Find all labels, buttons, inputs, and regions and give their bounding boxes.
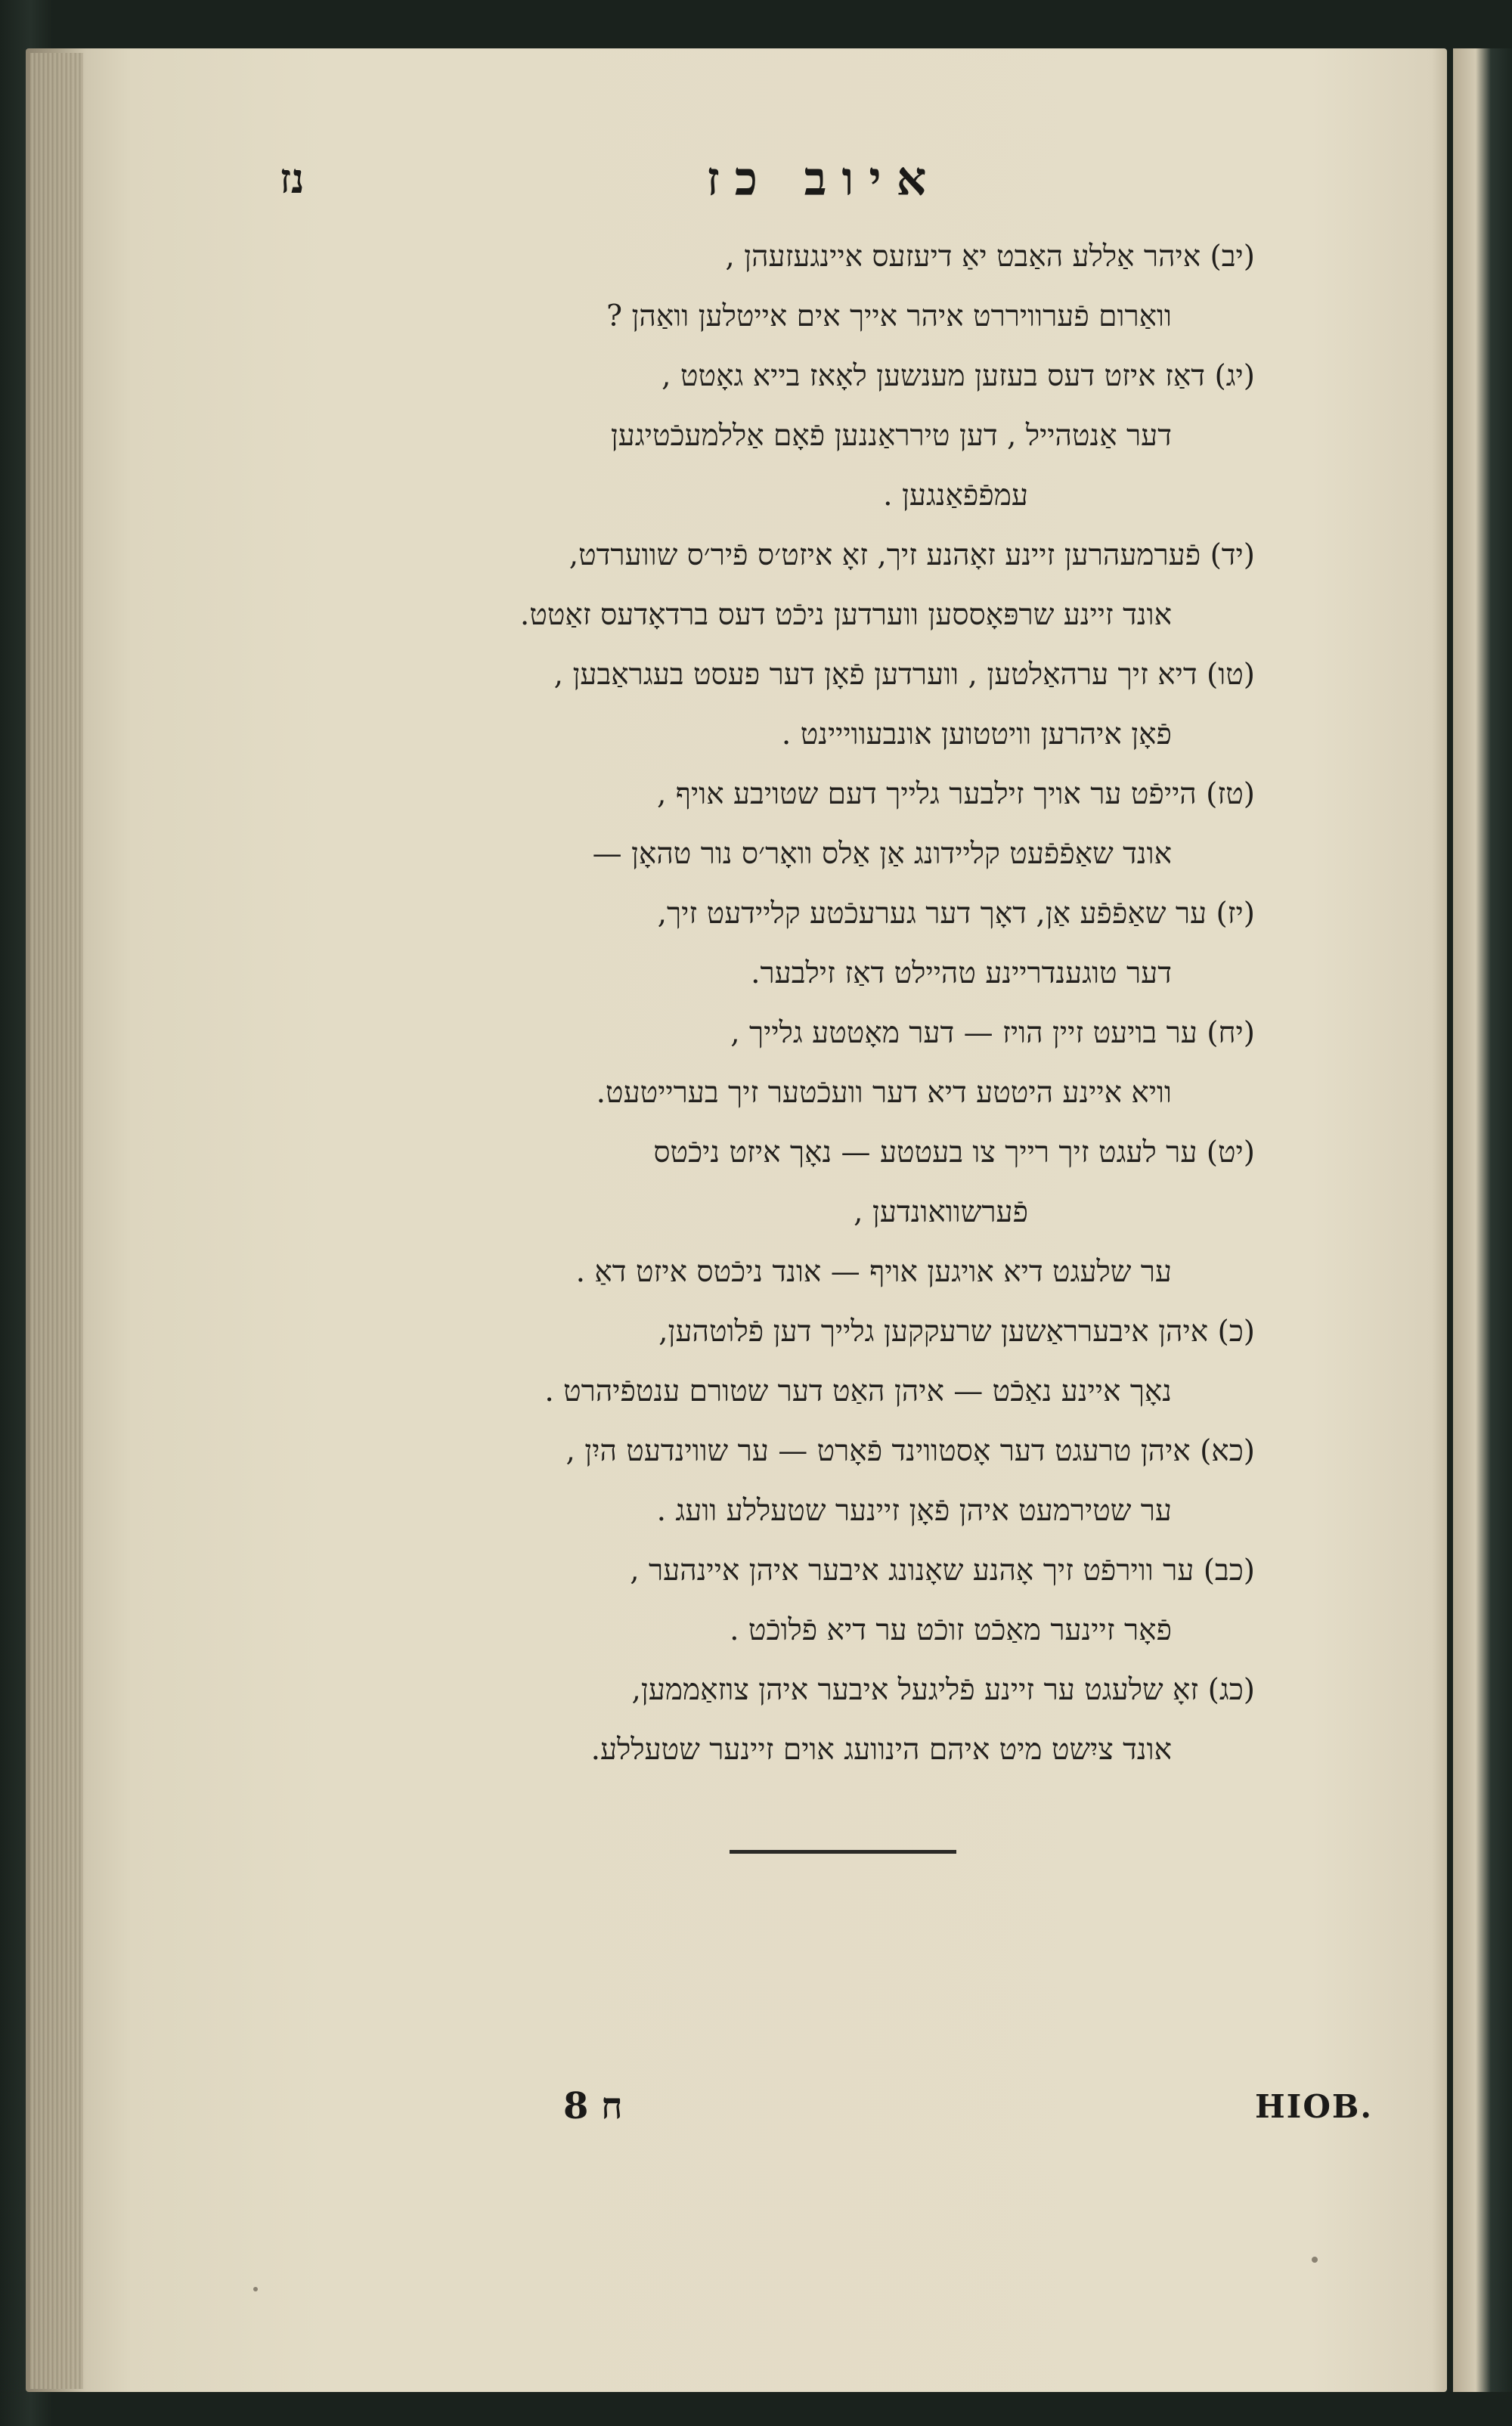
page-edges [30,53,83,2389]
verse-22-line-1: (כב) ער ווירפֿט זיך אָהנע שאָנונג איבער איהן איינהער , [630,1554,1255,1588]
verse-13-line-2: דער אַנטהייל , דען טירראַננען פֿאָם אַללמעכֿטיגען [610,419,1172,453]
verse-13-line-3: עמפֿפֿאַנגען . [883,479,1028,513]
verse-12-line-1: (יב) איהר אַללע האַבט יאַ דיעזעס איינגעזעהן , [725,240,1255,274]
verse-14-line-1: (יד) פֿערמעהרען זיינע זאָהנע זיך, זאָ איזט׳ס פֿיר׳ס שווערדט, [569,538,1255,572]
verse-16-line-1: (טז) הייפֿט ער אויך זילבער גלייך דעם שטויבע אויף , [656,777,1255,811]
signature-mark: ח 8 [563,2085,623,2127]
verse-15-line-2: פֿאָן איהרען וויטטוען אונבעווייינט . [781,717,1172,751]
verse-13-line-1: (יג) דאַז איזט דעס בעזען מענשען לאָאז בייא גאָטט , [662,359,1255,393]
verse-19-line-1: (יט) ער לעגט זיך רייך צו בעטטע — נאָך איזט ניכֿטס [653,1136,1255,1170]
verse-12-line-2: וואַרום פֿערוויררט איהר אייך אים אייטלען וואַהן ? [606,299,1172,333]
verse-18-line-1: (יח) ער בויעט זיין הויז — דער מאָטטע גלייך , [730,1016,1255,1050]
verse-23-line-2: אונד ציִשט מיט איהם הינוועג אוים זיינער שטעללע. [590,1733,1172,1767]
verse-15-line-1: (טו) דיא זיך ערהאַלטען , ווערדען פֿאָן דער פעסט בעגראַבען , [553,658,1255,692]
verse-17-line-2: דער טוגענדריינע טהיילט דאַז זילבער. [751,956,1172,990]
verse-22-line-2: פֿאָר זיינער מאַכֿט זוכֿט ער דיא פֿלוכֿט . [730,1613,1172,1647]
footer-book-title: HIOB. [1255,2088,1374,2125]
running-title: איוב כז [706,151,942,206]
end-rule [730,1850,956,1854]
verse-19-line-2: פֿערשוואונדען , [854,1195,1028,1229]
page-header [280,151,1368,212]
page-number: נז [280,154,305,203]
verse-14-line-2: אונד זיינע שרפּאָססען ווערדען ניכֿט דעס ברדאָדעס זאַטט. [519,598,1172,632]
paper-speck [253,2287,258,2291]
verse-19-line-3: ער שלעגט דיא אויגען אויף — אונד ניכֿטס איזט דאַ . [575,1255,1172,1289]
next-page-edge [1453,48,1512,2392]
verse-23-line-1: (כג) זאָ שלעגט ער זיינע פֿליגעל איבער איהן צוזאַממען, [631,1673,1255,1707]
verse-20-line-2: נאָך איינע נאַכֿט — איהן האַט דער שטורם ענטפֿיהרט . [544,1374,1172,1408]
verse-18-line-2: וויא איינע היטטע דיא דער וועכֿטער זיך בערייטעט. [596,1076,1172,1110]
verse-21-line-1: (כא) איהן טרעגט דער אָסטווינד פֿאָרט — ער שווינדעט היִן , [565,1434,1255,1468]
paper-speck [1312,2257,1318,2263]
verse-21-line-2: ער שטירמעט איהן פֿאָן זיינער שטעללע וועג . [656,1494,1172,1528]
verse-17-line-1: (יז) ער שאַפֿפֿע אַן, דאָך דער גערעכֿטע קליידעט זיך, [657,897,1255,931]
verse-20-line-1: (כ) איהן איבערראַשען שרעקקען גלייך דען פֿלוטהען, [658,1315,1255,1349]
verse-text [438,227,1255,1780]
verse-16-line-2: אונד שאַפֿפֿעט קליידונג אַן אַלס וואָר׳ס נור טהאָן — [592,837,1172,871]
